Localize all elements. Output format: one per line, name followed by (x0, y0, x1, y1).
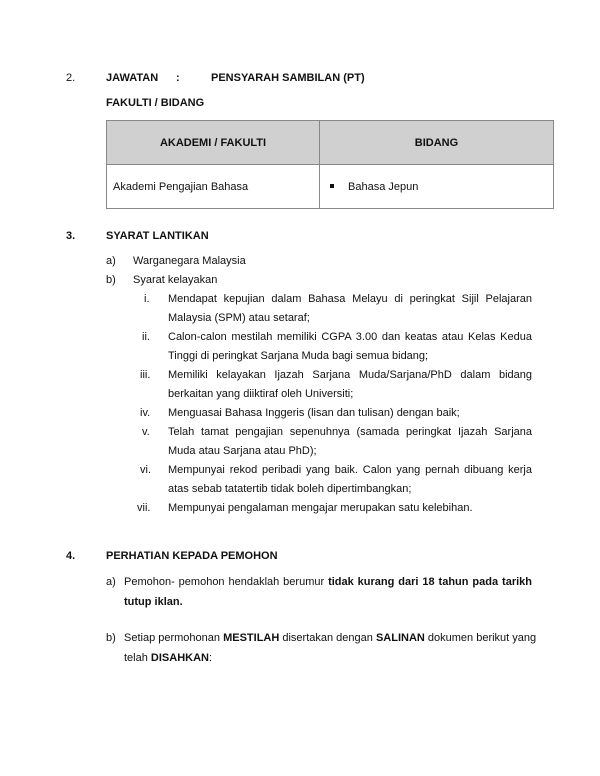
item-4b-line1 (124, 632, 536, 644)
bidang-text: Bahasa Jepun (348, 180, 419, 193)
fakulti-bidang-table (106, 120, 554, 209)
cell-bidang (320, 165, 554, 209)
subitem-vi-line2: atas sebab tatatertib tidak boleh dipertimbangkan; (168, 483, 412, 495)
section-3-number: 3. (66, 230, 76, 242)
jawatan-value: PENSYARAH SAMBILAN (PT) (211, 72, 365, 84)
table-row (107, 165, 554, 209)
item-4b-disahkan: DISAHKAN (150, 652, 209, 664)
subitem-vi-line1: Mempunyai rekod peribadi yang baik. Calon yang pernah dibuang kerja (168, 464, 532, 476)
section-4-heading: PERHATIAN KEPADA PEMOHON (106, 550, 278, 562)
section-4-number: 4. (66, 550, 76, 562)
subitem-i-marker: i. (144, 293, 150, 305)
item-a-text: Warganegara Malaysia (133, 255, 246, 267)
subitem-i-line2: Malaysia (SPM) atau setaraf; (168, 312, 310, 324)
item-4a-marker: a) (106, 576, 116, 588)
subitem-iii-marker: iii. (140, 369, 151, 381)
item-b-marker: b) (106, 274, 116, 286)
item-a-marker: a) (106, 255, 116, 267)
jawatan-colon: : (176, 72, 180, 84)
section-3-heading: SYARAT LANTIKAN (106, 230, 209, 242)
subitem-v-line1: Telah tamat pengajian sepenuhnya (samada peringkat Ijazah Sarjana (168, 426, 532, 438)
item-b-text: Syarat kelayakan (133, 274, 218, 286)
table-header-row (107, 121, 554, 165)
subitem-ii-marker: ii. (142, 331, 150, 343)
item-4b-line2 (124, 652, 212, 664)
item-4a-normal: Pemohon- pemohon hendaklah berumur (124, 576, 329, 588)
item-4b-marker: b) (106, 632, 116, 644)
item-4b-t6: telah (124, 652, 151, 664)
header-akademi-fakulti: AKADEMI / FAKULTI (107, 121, 320, 165)
subitem-vii-marker: vii. (137, 502, 151, 514)
header-bidang: BIDANG (320, 121, 554, 165)
bullet-icon (330, 184, 334, 188)
cell-fakulti: Akademi Pengajian Bahasa (107, 165, 320, 209)
item-4b-t5: dokumen berikut yang (424, 632, 537, 644)
subitem-ii-line2: Tinggi di peringkat Sarjana Muda bagi semua bidang; (168, 350, 429, 362)
subitem-iv-line1: Menguasai Bahasa Inggeris (lisan dan tulisan) dengan baik; (168, 407, 460, 419)
subitem-v-marker: v. (142, 426, 150, 438)
item-4a-line1 (124, 576, 532, 588)
subitem-vi-marker: vi. (140, 464, 151, 476)
subitem-iii-line2: berkaitan yang diiktiraf oleh Universiti; (168, 388, 354, 400)
subitem-i-line1: Mendapat kepujian dalam Bahasa Melayu di peringkat Sijil Pelajaran (168, 293, 532, 305)
item-4b-t8: : (208, 652, 213, 664)
section-2-number: 2. (66, 72, 76, 84)
jawatan-label: JAWATAN (106, 72, 159, 84)
item-4b-t3: disertakan dengan (279, 632, 376, 644)
fakulti-bidang-heading: FAKULTI / BIDANG (106, 97, 205, 109)
item-4a-line2: tutup iklan. (124, 596, 183, 608)
item-4b-salinan: SALINAN (375, 632, 425, 644)
subitem-iii-line1: Memiliki kelayakan Ijazah Sarjana Muda/Sarjana/PhD dalam bidang (168, 369, 532, 381)
item-4a-bold: tidak kurang dari 18 tahun pada tarikh (328, 576, 532, 588)
subitem-iv-marker: iv. (140, 407, 151, 419)
subitem-v-line2: Muda atau Sarjana atau PhD); (168, 445, 317, 457)
subitem-ii-line1: Calon-calon mestilah memiliki CGPA 3.00 dan keatas atau Kelas Kedua (168, 331, 532, 343)
item-4b-mestilah: MESTILAH (223, 632, 280, 644)
subitem-vii-line1: Mempunyai pengalaman mengajar merupakan satu kelebihan. (168, 502, 473, 514)
item-4b-t1: Setiap permohonan (124, 632, 224, 644)
